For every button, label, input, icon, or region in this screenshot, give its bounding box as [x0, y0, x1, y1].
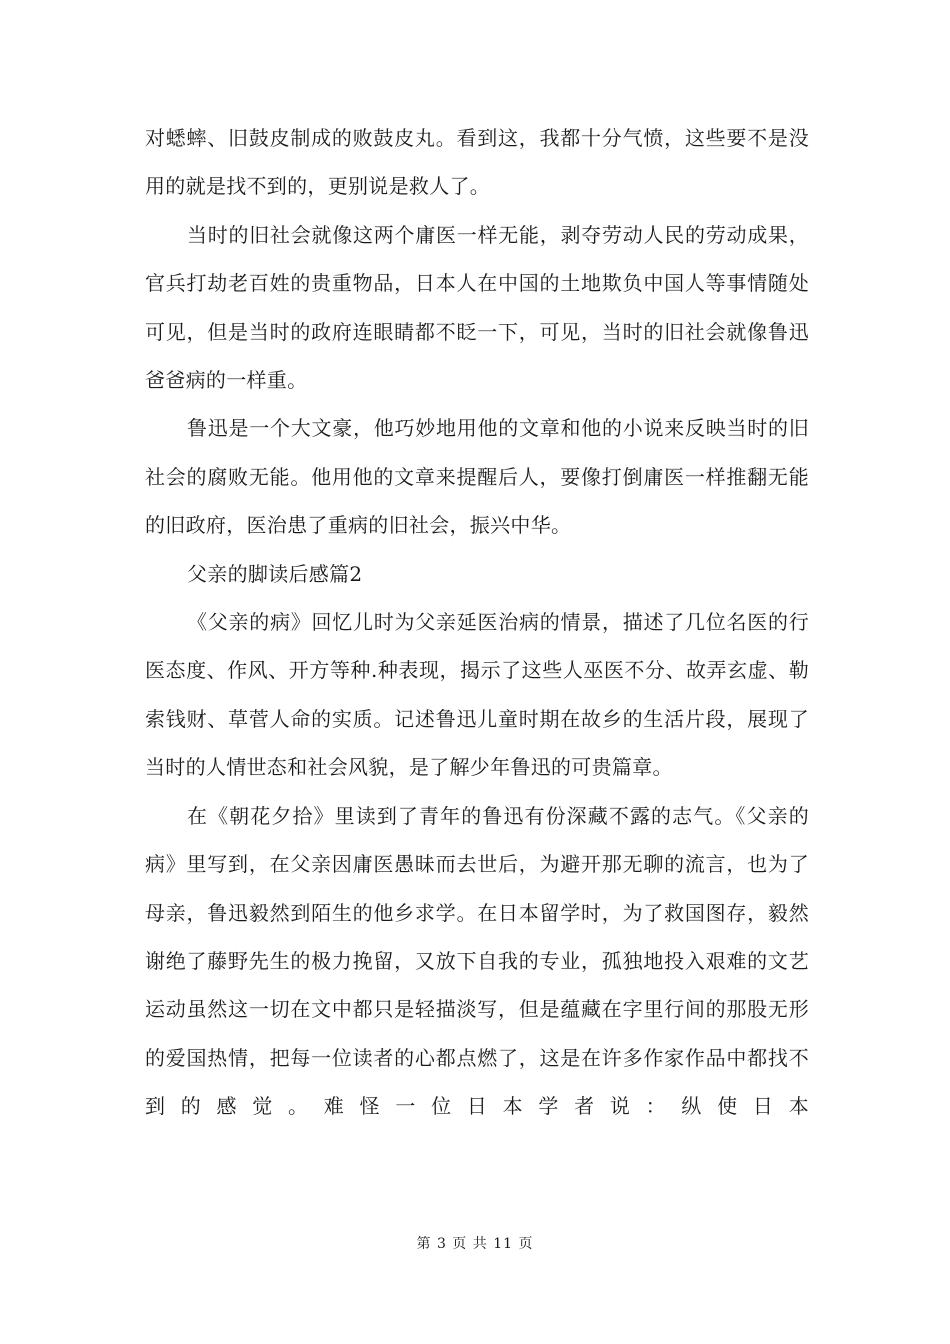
page-number-footer: 第 3 页 共 11 页 — [416, 1236, 534, 1252]
paragraph-3: 鲁迅是一个大文豪，他巧妙地用他的文章和他的小说来反映当时的旧社会的腐败无能。他用他的文章来提醒后人，要像打倒庸医一样推翻无能的旧政府，医治患了重病的旧社会，振兴中华。 — [145, 416, 809, 538]
paragraph-5: 《父亲的病》回忆儿时为父亲延医治病的情景，描述了几位名医的行医态度、作风、开方等种.种表现，揭示了这些人巫医不分、故弄玄虚、勒索钱财、草菅人命的实质。记述鲁迅儿童时期在故乡的生活片段，展现了当时的人情世态和社会风貌，是了解少年鲁迅的可贵篇章。 — [145, 610, 809, 780]
paragraph-1: 对蟋蟀、旧鼓皮制成的败鼓皮丸。看到这，我都十分气愤，这些要不是没用的就是找不到的，更别说是救人了。 — [145, 126, 809, 199]
paragraph-2: 当时的旧社会就像这两个庸医一样无能，剥夺劳动人民的劳动成果，官兵打劫老百姓的贵重物品，日本人在中国的土地欺负中国人等事情随处可见，但是当时的政府连眼睛都不眨一下，可见，当时的旧社会就像鲁迅爸爸病的一样重。 — [145, 222, 809, 393]
document-body — [145, 114, 809, 1131]
paragraph-6: 在《朝花夕拾》里读到了青年的鲁迅有份深藏不露的志气。《父亲的病》里写到，在父亲因庸医愚昧而去世后，为避开那无聊的流言，也为了母亲，鲁迅毅然到陌生的他乡求学。在日本留学时，为了救国图存，毅然谢绝了藤野先生的极力挽留，又放下自我的专业，孤独地投入艰难的文艺运动虽然这一切在文中都只是轻描淡写，但是蕴藏在字里行间的那股无形的爱国热情，把每一位读者的心都点燃了，这是在许多作家作品中都找不到的感觉。难怪一位日本学者说：纵使日本 — [145, 803, 809, 1119]
section-heading: 父亲的脚读后感篇2 — [187, 561, 363, 586]
